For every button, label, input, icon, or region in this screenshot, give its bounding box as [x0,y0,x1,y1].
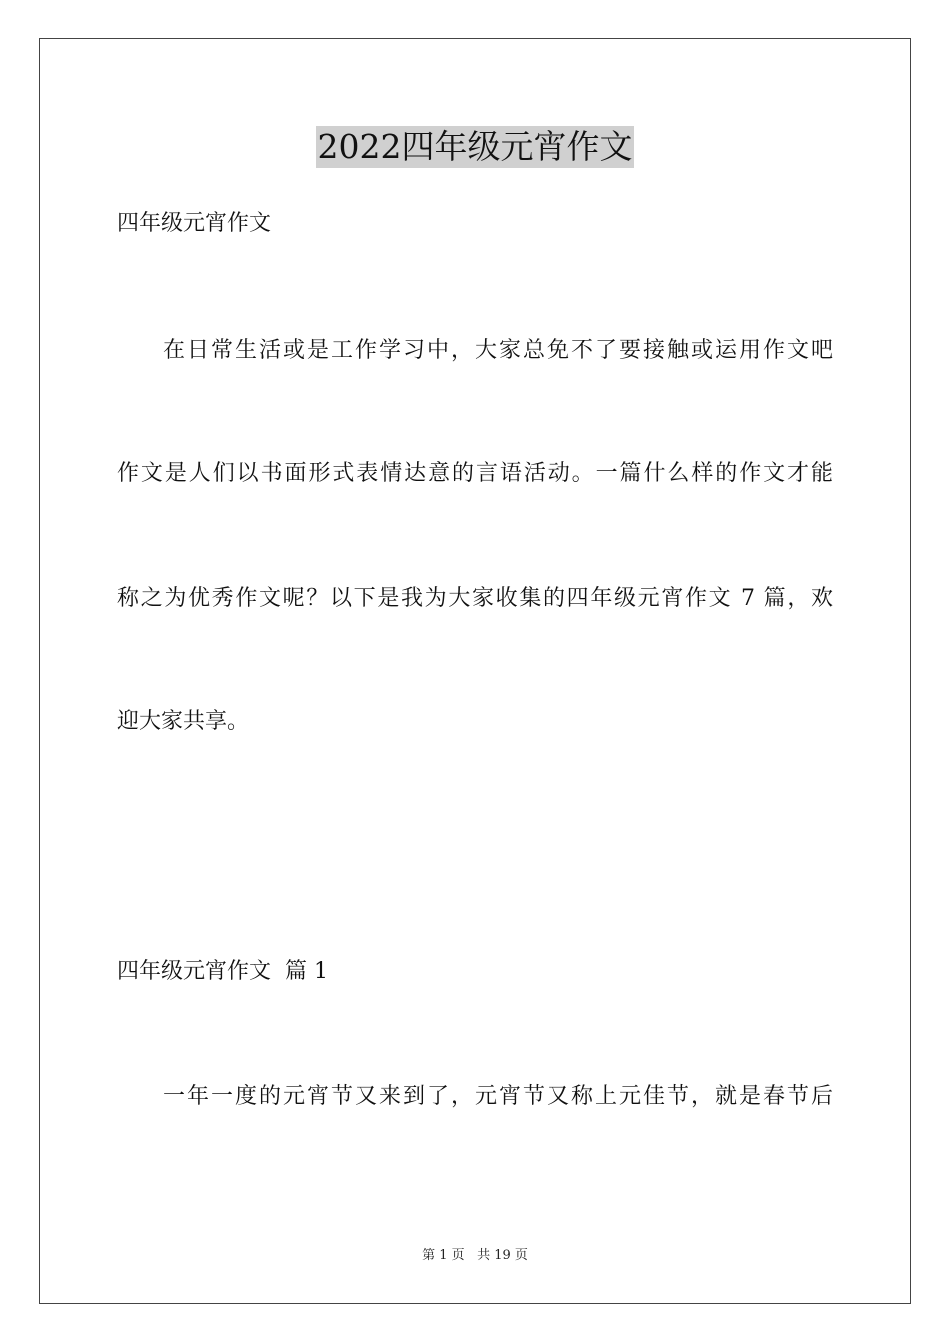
section-heading: 四年级元宵作文 篇 1 [117,959,328,984]
document-subtitle: 四年级元宵作文 [117,211,272,236]
page-number: 第 1 页 [422,1248,465,1263]
intro-line-4: 迎大家共享。 [117,709,250,734]
intro-line-2: 作文是人们以书面形式表情达意的言语活动。一篇什么样的作文才能 [117,461,833,486]
document-title: 2022四年级元宵作文 [317,127,633,166]
page-total: 共 19 页 [477,1248,528,1263]
intro-line-1: 在日常生活或是工作学习中，大家总免不了要接触或运用作文吧 [163,338,833,363]
page-footer [0,1247,950,1265]
section-line-1: 一年一度的元宵节又来到了，元宵节又称上元佳节，就是春节后 [163,1084,833,1109]
intro-line-3: 称之为优秀作文呢？以下是我为大家收集的四年级元宵作文 7 篇，欢 [117,586,833,611]
title-container [0,126,950,168]
